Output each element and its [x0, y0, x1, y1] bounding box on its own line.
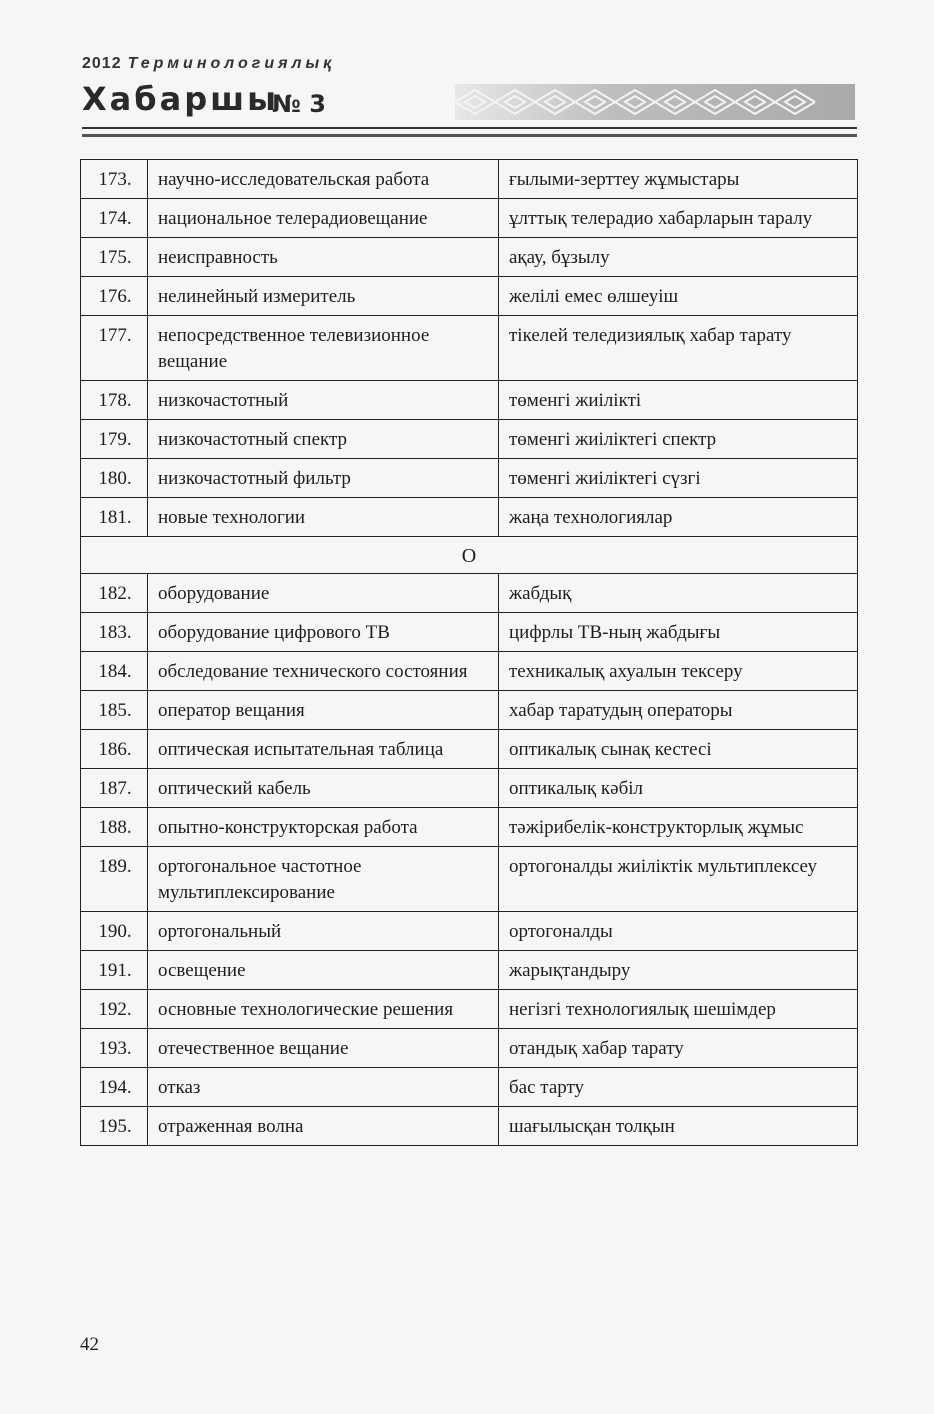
term-russian: оптическая испытательная таблица	[148, 730, 499, 769]
term-russian: отечественное вещание	[148, 1029, 499, 1068]
term-number: 174.	[81, 199, 148, 238]
term-number: 179.	[81, 420, 148, 459]
term-kazakh: оптикалық сынақ кестесі	[499, 730, 858, 769]
term-number: 187.	[81, 769, 148, 808]
term-russian: основные технологические решения	[148, 990, 499, 1029]
term-number: 193.	[81, 1029, 148, 1068]
term-russian: низкочастотный	[148, 381, 499, 420]
term-kazakh: цифрлы ТВ-ның жабдығы	[499, 613, 858, 652]
section-header-row	[81, 537, 858, 574]
term-kazakh: хабар таратудың операторы	[499, 691, 858, 730]
term-number: 188.	[81, 808, 148, 847]
term-kazakh: ақау, бұзылу	[499, 238, 858, 277]
table-body-after	[81, 574, 858, 1146]
term-number: 195.	[81, 1107, 148, 1146]
term-kazakh: шағылысқан толқын	[499, 1107, 858, 1146]
term-kazakh: техникалық ахуалын тексеру	[499, 652, 858, 691]
term-kazakh: оптикалық кәбіл	[499, 769, 858, 808]
section-letter: О	[81, 537, 858, 574]
table-row	[81, 912, 858, 951]
term-russian: ортогональное частотное мультиплексирование	[148, 847, 499, 912]
table-row	[81, 1029, 858, 1068]
term-kazakh: жабдық	[499, 574, 858, 613]
term-russian: опытно-конструкторская работа	[148, 808, 499, 847]
table-row	[81, 990, 858, 1029]
table-row	[81, 808, 858, 847]
term-russian: освещение	[148, 951, 499, 990]
term-number: 177.	[81, 316, 148, 381]
term-russian: оператор вещания	[148, 691, 499, 730]
term-russian: обследование технического состояния	[148, 652, 499, 691]
term-number: 176.	[81, 277, 148, 316]
table-row	[81, 160, 858, 199]
term-kazakh: ғылыми-зерттеу жұмыстары	[499, 160, 858, 199]
table-row	[81, 420, 858, 459]
term-number: 178.	[81, 381, 148, 420]
term-kazakh: ортогоналды жиіліктік мультиплексеу	[499, 847, 858, 912]
term-russian: национальное телерадиовещание	[148, 199, 499, 238]
term-russian: неисправность	[148, 238, 499, 277]
table-row	[81, 199, 858, 238]
table-row	[81, 1068, 858, 1107]
page-number: 42	[80, 1334, 99, 1355]
table-body-before	[81, 160, 858, 537]
table-row	[81, 613, 858, 652]
table-row	[81, 459, 858, 498]
term-number: 175.	[81, 238, 148, 277]
table-row	[81, 238, 858, 277]
term-russian: нелинейный измеритель	[148, 277, 499, 316]
table-row	[81, 652, 858, 691]
term-number: 194.	[81, 1068, 148, 1107]
term-number: 186.	[81, 730, 148, 769]
term-russian: новые технологии	[148, 498, 499, 537]
term-russian: оборудование цифрового ТВ	[148, 613, 499, 652]
term-russian: отказ	[148, 1068, 499, 1107]
journal-subtitle-text: Терминологиялық	[127, 55, 336, 72]
table-row	[81, 730, 858, 769]
term-number: 191.	[81, 951, 148, 990]
term-number: 190.	[81, 912, 148, 951]
term-kazakh: желілі емес өлшеуіш	[499, 277, 858, 316]
journal-title: Хабаршы	[82, 80, 280, 118]
table-row	[81, 277, 858, 316]
header-ornament	[455, 84, 855, 120]
table-row	[81, 847, 858, 912]
table-row	[81, 691, 858, 730]
term-russian: научно-исследовательская работа	[148, 160, 499, 199]
header-rule-bottom	[82, 134, 857, 137]
page-header	[0, 0, 934, 140]
journal-year: 2012	[82, 55, 122, 72]
term-russian: оборудование	[148, 574, 499, 613]
term-number: 185.	[81, 691, 148, 730]
term-kazakh: төменгі жиілікті	[499, 381, 858, 420]
table-row	[81, 381, 858, 420]
term-kazakh: төменгі жиіліктегі сүзгі	[499, 459, 858, 498]
term-kazakh: бас тарту	[499, 1068, 858, 1107]
term-kazakh: ұлттық телерадио хабарларын таралу	[499, 199, 858, 238]
header-rule-top	[82, 127, 857, 129]
term-number: 180.	[81, 459, 148, 498]
section-header-group	[81, 537, 858, 574]
term-kazakh: жарықтандыру	[499, 951, 858, 990]
term-kazakh: тәжірибелік-конструкторлық жұмыс	[499, 808, 858, 847]
term-kazakh: тікелей теледизиялық хабар тарату	[499, 316, 858, 381]
term-kazakh: негізгі технологиялық шешімдер	[499, 990, 858, 1029]
table-row	[81, 498, 858, 537]
term-russian: непосредственное телевизионное вещание	[148, 316, 499, 381]
term-kazakh: жаңа технологиялар	[499, 498, 858, 537]
term-kazakh: ортогоналды	[499, 912, 858, 951]
term-russian: ортогональный	[148, 912, 499, 951]
term-number: 181.	[81, 498, 148, 537]
term-number: 192.	[81, 990, 148, 1029]
table-row	[81, 316, 858, 381]
term-russian: низкочастотный спектр	[148, 420, 499, 459]
terminology-table	[80, 159, 858, 1146]
term-russian: оптический кабель	[148, 769, 499, 808]
term-kazakh: төменгі жиіліктегі спектр	[499, 420, 858, 459]
journal-subtitle	[82, 55, 335, 73]
term-number: 184.	[81, 652, 148, 691]
table-row	[81, 769, 858, 808]
table-row	[81, 574, 858, 613]
term-number: 189.	[81, 847, 148, 912]
table-row	[81, 1107, 858, 1146]
term-number: 173.	[81, 160, 148, 199]
term-russian: отраженная волна	[148, 1107, 499, 1146]
issue-number: № 3	[272, 90, 326, 118]
term-number: 182.	[81, 574, 148, 613]
term-number: 183.	[81, 613, 148, 652]
table-row	[81, 951, 858, 990]
term-russian: низкочастотный фильтр	[148, 459, 499, 498]
term-kazakh: отандық хабар тарату	[499, 1029, 858, 1068]
